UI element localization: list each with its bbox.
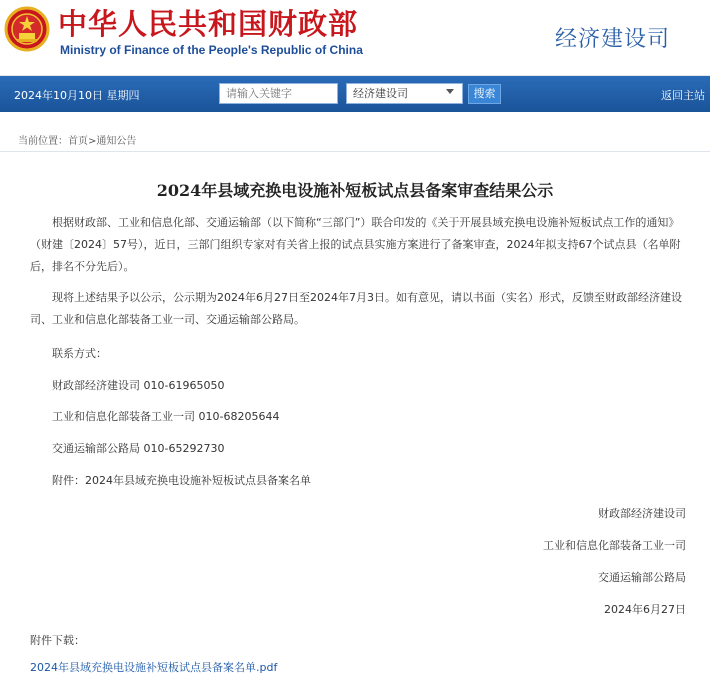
search-button[interactable]: 搜索 [468, 84, 501, 104]
signature-date: 2024年6月27日 [604, 603, 686, 616]
breadcrumb-separator: > [88, 136, 97, 147]
site-title-english: Ministry of Finance of the People's Republic of China [60, 43, 363, 57]
article-paragraph-2: 现将上述结果予以公示，公示期为2024年6月27日至2024年7月3日。如有意见，请以书面（实名）形式，反馈至财政部经济建设司、工业和信息化部装备工业一司、交通运输部公路局。 [30, 291, 682, 326]
search-input[interactable] [219, 83, 338, 104]
attachment-file-link[interactable]: 2024年县域充换电设施补短板试点县备案名单.pdf [30, 661, 278, 674]
breadcrumb-bar [0, 122, 710, 152]
contact-label: 联系方式： [52, 347, 107, 360]
article-paragraph-1: 根据财政部、工业和信息化部、交通运输部（以下简称“三部门”）联合印发的《关于开展县域充换电设施补短板试点工作的通知》（财建〔2024〕57号），近日，三部门组织专家对有关省上报的试点县实施方案进行了备案审查，2024年拟支持67个试点县（名单附后，排名不分先后）。 [30, 216, 681, 273]
signature-finance: 财政部经济建设司 [598, 507, 686, 520]
return-main-site-link[interactable]: 返回主站 [661, 89, 705, 102]
breadcrumb-section-link[interactable]: 通知公告 [96, 136, 137, 147]
site-select[interactable] [346, 83, 463, 104]
attachment-download-label: 附件下载： [30, 634, 85, 647]
signature-transport: 交通运输部公路局 [598, 571, 686, 584]
current-date: 2024年10月10日 星期四 [14, 89, 140, 102]
chevron-down-icon [446, 89, 454, 94]
contact-transport: 交通运输部公路局 010-65292730 [52, 442, 225, 455]
contact-miit: 工业和信息化部装备工业一司 010-68205644 [52, 410, 280, 423]
department-name: 经济建设司 [555, 27, 671, 52]
breadcrumb-home-link[interactable]: 首页 [68, 136, 88, 147]
national-emblem-icon [4, 6, 50, 52]
site-select-value: 经济建设司 [353, 87, 408, 100]
signature-miit: 工业和信息化部装备工业一司 [543, 539, 686, 552]
article-title: 2024年县域充换电设施补短板试点县备案审查结果公示 [156, 181, 554, 200]
breadcrumb [18, 132, 136, 147]
attachment-note: 附件：2024年县域充换电设施补短板试点县备案名单 [52, 474, 311, 487]
site-title: 中华人民共和国财政部 [58, 7, 359, 41]
contact-finance: 财政部经济建设司 010-61965050 [52, 379, 225, 392]
breadcrumb-label: 当前位置： [18, 136, 68, 147]
site-header [0, 0, 710, 76]
nav-bar [0, 76, 710, 112]
